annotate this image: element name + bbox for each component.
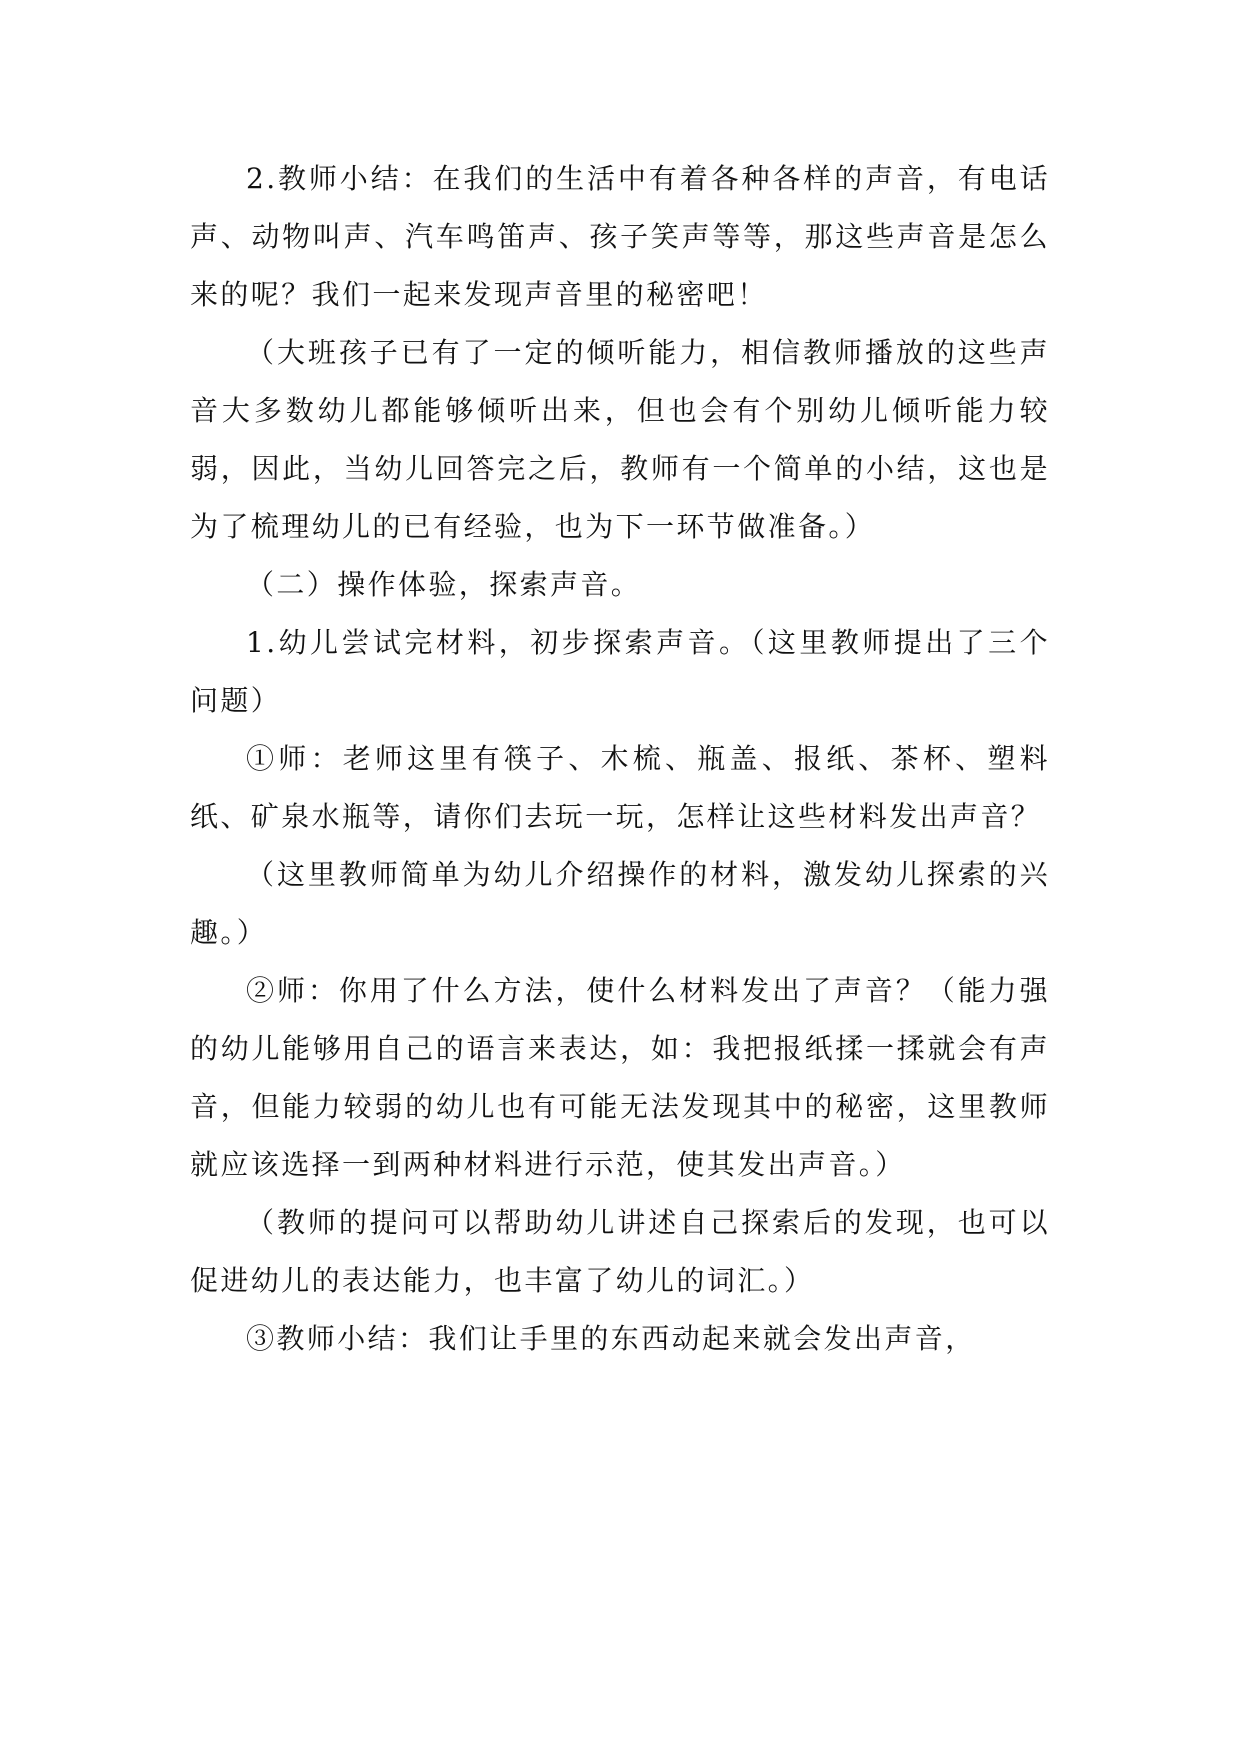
paragraph-questioning-note: （教师的提问可以帮助幼儿讲述自己探索后的发现，也可以促进幼儿的表达能力，也丰富了幼儿的词汇。） [190, 1206, 1050, 1297]
paragraph-question-1: ①师：老师这里有筷子、木梳、瓶盖、报纸、茶杯、塑料纸、矿泉水瓶等，请你们去玩一玩，怎样让这些材料发出声音？ [190, 742, 1050, 833]
document-page [190, 150, 1050, 1368]
paragraph-materials-note: （这里教师简单为幼儿介绍操作的材料，激发幼儿探索的兴趣。） [190, 858, 1050, 949]
paragraph-step-1: 1.幼儿尝试完材料，初步探索声音。（这里教师提出了三个问题） [190, 626, 1050, 717]
paragraph-listening-note: （大班孩子已有了一定的倾听能力，相信教师播放的这些声音大多数幼儿都能够倾听出来，但也会有个别幼儿倾听能力较弱，因此，当幼儿回答完之后，教师有一个简单的小结，这也是为了梳理幼儿的已有经验，也为下一环节做准备。） [190, 336, 1050, 543]
section-heading-operation: （二）操作体验，探索声音。 [246, 568, 642, 601]
paragraph-teacher-summary-3: ③教师小结：我们让手里的东西动起来就会发出声音， [246, 1322, 976, 1355]
paragraph-teacher-summary-intro: 2.教师小结：在我们的生活中有着各种各样的声音，有电话声、动物叫声、汽车鸣笛声、孩子笑声等等，那这些声音是怎么来的呢？我们一起来发现声音里的秘密吧！ [190, 162, 1050, 311]
paragraph-question-2: ②师：你用了什么方法，使什么材料发出了声音？（能力强的幼儿能够用自己的语言来表达，如：我把报纸揉一揉就会有声音，但能力较弱的幼儿也有可能无法发现其中的秘密，这里教师就应该选择一到两种材料进行示范，使其发出声音。） [190, 974, 1050, 1181]
